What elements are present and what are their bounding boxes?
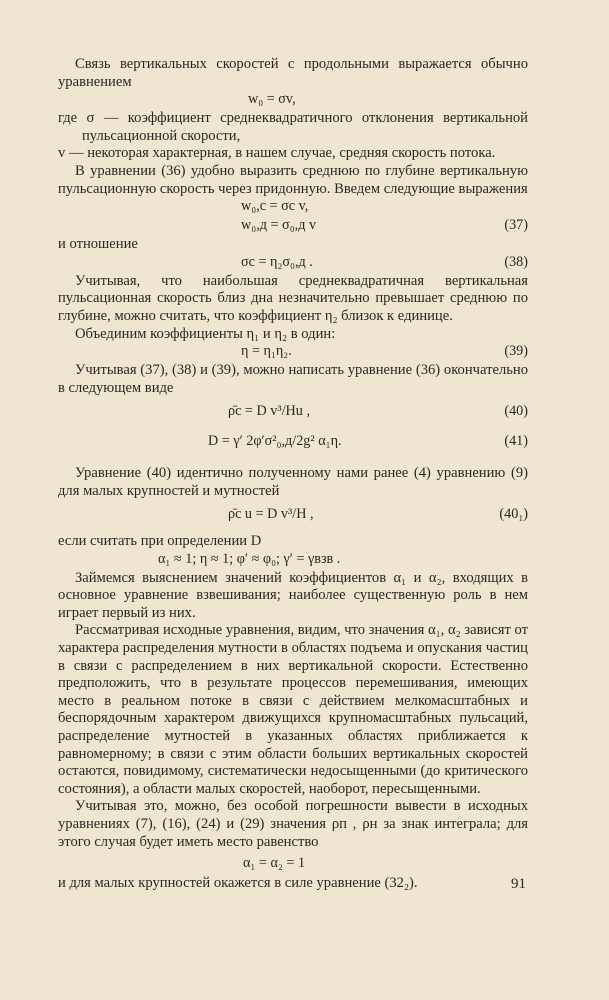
paragraph-7: Уравнение (40) идентично полученному нами ранее (4) уравнению (9) для малых крупностей и мутностей bbox=[58, 465, 528, 499]
definition-sigma: где σ — коэффициент среднеквадратичного отклонения вертикальной пульсационной скорости, bbox=[58, 110, 528, 144]
formula-rho-c-expr: ρ̄с = D v³/Hu , bbox=[228, 403, 310, 420]
page-number: 91 bbox=[511, 876, 526, 892]
formula-rho-c bbox=[58, 397, 528, 427]
formula-D-expr: D = γ′ 2φ′σ²₀,д/2g² α₁η. bbox=[208, 433, 342, 450]
equation-number-37: (37) bbox=[504, 217, 528, 234]
formula-sigma-c-expr: σс = η₂σ₀,д . bbox=[241, 253, 313, 270]
equation-number-40: (40) bbox=[504, 403, 528, 420]
block-lower bbox=[58, 533, 528, 893]
formula-w0c bbox=[58, 198, 528, 217]
formula-w0d bbox=[58, 217, 528, 236]
formula-sigma-c bbox=[58, 254, 528, 273]
formula-w0c-expr: w₀,с = σс v, bbox=[241, 198, 309, 215]
equation-number-40-1: (40₁) bbox=[499, 506, 528, 523]
formula-alpha bbox=[58, 851, 528, 875]
paragraph-2: В уравнении (36) удобно выразить среднюю по глубине вертикальную пульсационную скорость через придонную. Введем следующие выражения bbox=[58, 162, 528, 197]
formula-rho-c-u-expr: ρ̄с u = D v³/H , bbox=[228, 506, 314, 523]
paragraph-11: Учитывая это, можно, без особой погрешности вывести в исходных уравнениях (7), (16), (24) и (29) значения ρп , ρн за знак интеграла; для этого случая будет иметь место равенство bbox=[58, 798, 528, 850]
paragraph-10: Рассматривая исходные уравнения, видим, что значения α₁, α₂ зависят от характера распределения мутности в областях подъема и опускания частиц в связи с распределением в них вертикальной скорости. Естественно предположить, что в результате процессов перемешивания, имеющих место в реальном потоке в связи с действием мелкомасштабных и беспорядочным характером движущихся крупномасштабных пульсаций, распределение мутностей в указанных областях приближается к равномерному; в связи с этим области больших вертикальных скоростей остаются, повидимому, систематически недосыщенными (до критического состояния), а области малых скоростей, наоборот, пересыщенными. bbox=[58, 622, 528, 797]
paragraph-6: Учитывая (37), (38) и (39), можно написать уравнение (36) окончательно в следующем виде bbox=[58, 362, 528, 396]
paragraph-12: и для малых крупностей окажется в силе уравнение (32₂). bbox=[58, 875, 418, 892]
formula-alpha-expr: α₁ = α₂ = 1 bbox=[243, 855, 306, 872]
equation-number-39: (39) bbox=[504, 343, 528, 360]
equation-number-41: (41) bbox=[504, 433, 528, 450]
formula-w0 bbox=[58, 91, 528, 110]
paragraph-5: Объединим коэффициенты η₁ и η₂ в один: bbox=[75, 325, 336, 342]
formula-w0-expr: w₀ = σv, bbox=[248, 91, 296, 108]
formula-D bbox=[58, 427, 528, 457]
paragraph-8: если считать при определении D bbox=[58, 533, 262, 549]
block-middle bbox=[58, 465, 528, 530]
paragraph-4: Учитывая, что наибольшая среднеквадратичная вертикальная пульсационная скорость близ дна незначительно превышает среднюю по глубине, можно считать, что коэффициент η₂ близок к единице. bbox=[58, 272, 528, 324]
formula-conditions-expr: α₁ ≈ 1; η ≈ 1; φ′ ≈ φ₀; γ′ = γвзв . bbox=[158, 550, 341, 567]
paragraph-1: Связь вертикальных скоростей с продольными выражается обычно уравнением bbox=[58, 56, 528, 90]
definition-v: v — некоторая характерная, в нашем случае, средняя скорость потока. bbox=[58, 145, 496, 162]
block-top bbox=[58, 56, 528, 457]
formula-eta bbox=[58, 343, 528, 362]
paragraph-9: Займемся выяснением значений коэффициентов α₁ и α₂, входящих в основное уравнение взвешивания; наиболее существенную роль в нем играет первый из них. bbox=[58, 569, 528, 621]
formula-w0d-expr: w₀,д = σ₀,д v bbox=[241, 217, 317, 234]
formula-rho-c-u bbox=[58, 500, 528, 530]
formula-eta-expr: η = η₁η₂. bbox=[241, 343, 292, 360]
formula-conditions bbox=[58, 551, 528, 570]
equation-number-38: (38) bbox=[504, 253, 528, 270]
paragraph-3: и отношение bbox=[58, 236, 138, 253]
